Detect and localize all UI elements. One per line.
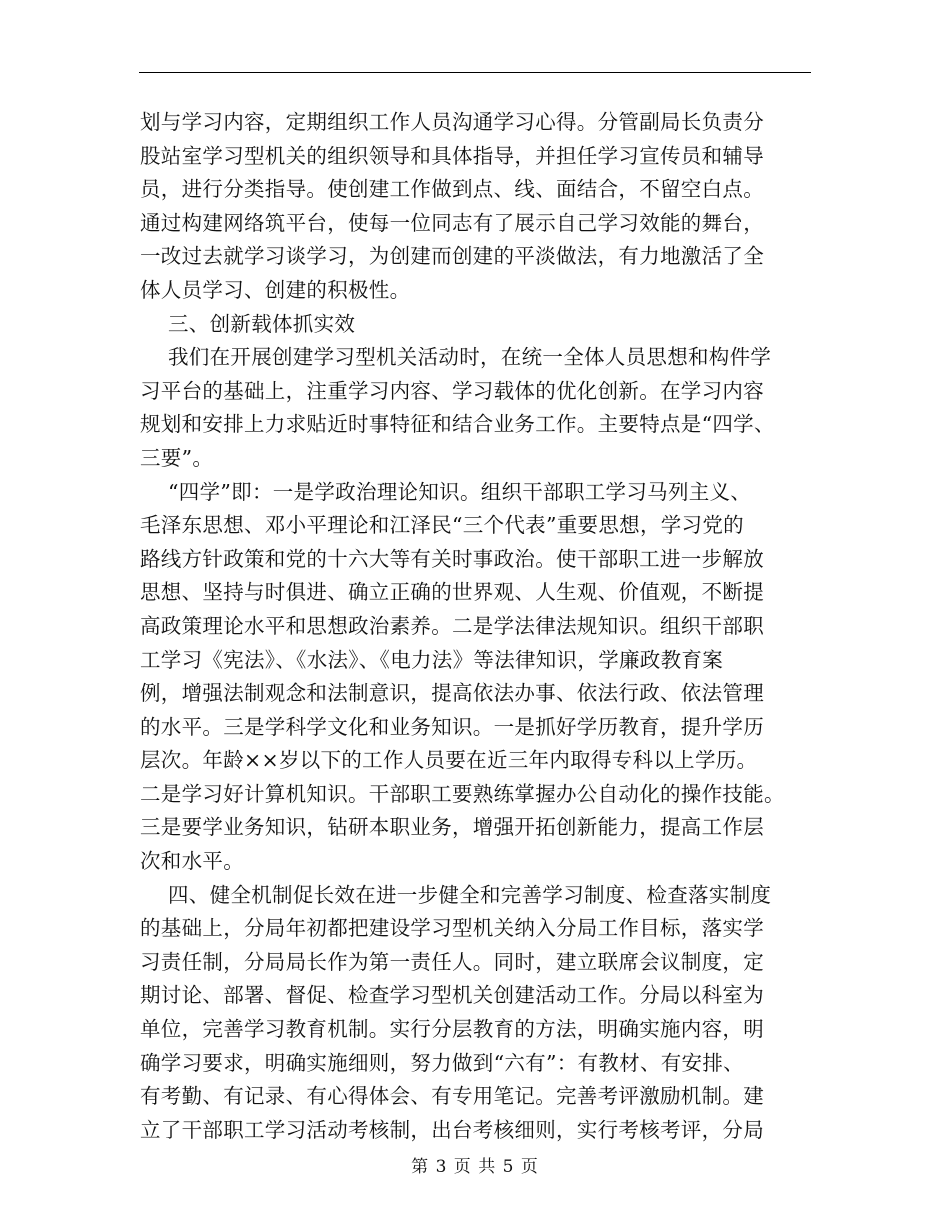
text-line: 确学习要求，明确实施细则，努力做到“六有”：有教材、有安排、 <box>140 1050 744 1075</box>
text-line: 习平台的基础上，注重学习内容、学习载体的优化创新。在学习内容 <box>140 378 764 403</box>
text-line: 例，增强法制观念和法制意识，提高依法办事、依法行政、依法管理 <box>140 681 764 706</box>
text-line: 高政策理论水平和思想政治素养。二是学法律法规知识。组织干部职 <box>140 613 764 638</box>
text-line: 规划和安排上力求贴近时事特征和结合业务工作。主要特点是“四学、 <box>140 412 775 437</box>
text-line: 体人员学习、创建的积极性。 <box>140 277 411 302</box>
text-line: 二是学习好计算机知识。干部职工要熟练掌握办公自动化的操作技能。 <box>140 781 785 806</box>
text-line: 思想、坚持与时俱进、确立正确的世界观、人生观、价值观，不断提 <box>140 580 764 605</box>
text-line: 三是要学业务知识，钻研本职业务，增强开拓创新能力，提高工作层 <box>140 815 764 840</box>
text-line: 的水平。三是学科学文化和业务知识。一是抓好学历教育，提升学历 <box>140 714 764 739</box>
text-line: 立了干部职工学习活动考核制，出台考核细则，实行考核考评，分局 <box>140 1117 764 1142</box>
text-line: 员，进行分类指导。使创建工作做到点、线、面结合，不留空白点。 <box>140 177 764 202</box>
text-line: 路线方针政策和党的十六大等有关时事政治。使干部职工进一步解放 <box>140 546 764 571</box>
text-line: 单位，完善学习教育机制。实行分层教育的方法，明确实施内容，明 <box>140 1017 764 1042</box>
page-number: 第 3 页 共 5 页 <box>411 1157 539 1177</box>
text-line: 一改过去就学习谈学习，为创建而创建的平淡做法，有力地激活了全 <box>140 244 764 269</box>
text-line: 层次。年龄××岁以下的工作人员要在近三年内取得专科以上学历。 <box>140 748 758 773</box>
text-line: 的基础上，分局年初都把建设学习型机关纳入分局工作目标，落实学 <box>140 916 764 941</box>
text-line: 期讨论、部署、督促、检查学习型机关创建活动工作。分局以科室为 <box>140 983 764 1008</box>
document-body <box>140 106 810 1147</box>
text-line: 有考勤、有记录、有心得体会、有专用笔记。完善考评激励机制。建 <box>140 1084 764 1109</box>
text-line: 习责任制，分局局长作为第一责任人。同时，建立联席会议制度，定 <box>140 949 764 974</box>
text-line: 我们在开展创建学习型机关活动时，在统一全体人员思想和构件学 <box>168 345 772 370</box>
text-line: 工学习《宪法》、《水法》、《电力法》等法律知识，学廉政教育案 <box>140 647 723 672</box>
text-line: 划与学习内容，定期组织工作人员沟通学习心得。分管副局长负责分 <box>140 110 764 134</box>
section-heading: 四、健全机制促长效在进一步健全和完善学习制度、检查落实制度 <box>168 882 772 907</box>
text-line: 次和水平。 <box>140 849 244 874</box>
text-line: “四学”即：一是学政治理论知识。组织干部职工学习马列主义、 <box>168 479 752 504</box>
text-line: 毛泽东思想、邓小平理论和江泽民“三个代表”重要思想，学习党的 <box>140 513 744 538</box>
text-line: 通过构建网络筑平台，使每一位同志有了展示自己学习效能的舞台， <box>140 210 764 235</box>
text-line: 三要”。 <box>140 445 214 470</box>
section-heading: 三、创新载体抓实效 <box>168 311 356 336</box>
text-line: 股站室学习型机关的组织领导和具体指导，并担任学习宣传员和辅导 <box>140 143 764 168</box>
header-rule <box>139 72 811 73</box>
